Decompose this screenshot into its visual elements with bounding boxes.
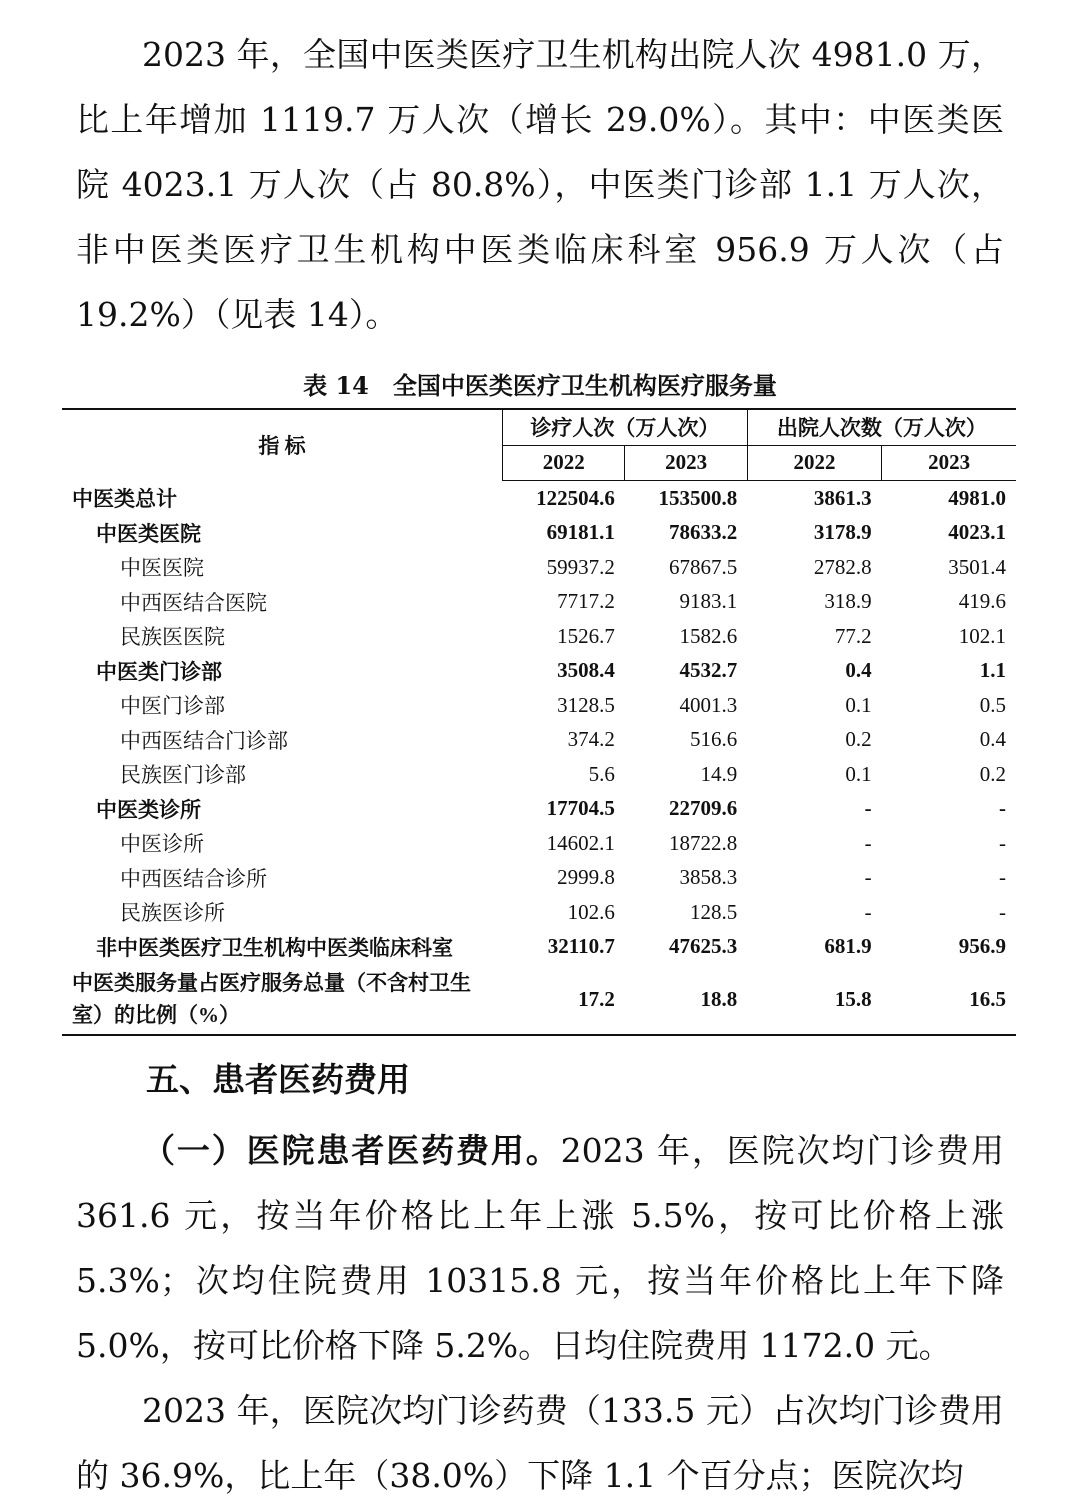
- cell-value: 22709.6: [669, 796, 738, 821]
- table-row: [62, 757, 1016, 792]
- cell-value: 0.4: [845, 658, 872, 683]
- cell-value: 2999.8: [557, 865, 615, 890]
- cell-value: 0.1: [845, 692, 872, 717]
- cell-value: 122504.6: [536, 485, 615, 510]
- col-indicator-header: 指 标: [62, 409, 503, 481]
- cell-value: 69181.1: [546, 520, 615, 545]
- cell-value: 17704.5: [546, 796, 615, 821]
- cell-value: 0.4: [979, 727, 1006, 752]
- table-row: [62, 619, 1016, 654]
- row-label: 中医诊所: [120, 832, 204, 857]
- cell-value: 3178.9: [813, 520, 872, 545]
- col-year: 2022: [503, 445, 625, 481]
- cell-value: 1582.6: [679, 623, 738, 648]
- row-label: 中西医结合门诊部: [120, 728, 288, 753]
- cell-value: 17.2: [503, 964, 625, 1035]
- cell-value: 32110.7: [547, 934, 615, 959]
- cell-value: 2782.8: [813, 554, 872, 579]
- cell-value: 1.1: [979, 658, 1006, 683]
- table-row: [62, 964, 1016, 1035]
- cell-value: 3501.4: [948, 554, 1006, 579]
- paragraph-hospital-costs: [76, 1118, 1004, 1378]
- cell-value: 516.6: [690, 727, 738, 752]
- table-row: [62, 723, 1016, 758]
- cell-value: 4981.0: [948, 485, 1006, 510]
- cell-value: -: [864, 899, 872, 924]
- table-row: [62, 688, 1016, 723]
- cell-value: 153500.8: [658, 485, 738, 510]
- cell-value: 102.6: [567, 899, 615, 924]
- cell-value: 419.6: [958, 589, 1006, 614]
- cell-value: 18722.8: [669, 830, 738, 855]
- paragraph-discharge-summary: 2023 年，全国中医类医疗卫生机构出院人次 4981.0 万，比上年增加 1119.7 万人次（增长 29.0%）。其中：中医类医院 4023.1 万人次（占 80.8%），中医类门诊部 1.1 万人次，非中医类医疗卫生机构中医类临床科室 956.9 万人次（占 19.2%）（见表 14）。: [76, 35, 1004, 334]
- cell-value: 59937.2: [546, 554, 615, 579]
- cell-value: 18.8: [625, 964, 747, 1035]
- cell-value: -: [864, 865, 872, 890]
- row-label: 中医医院: [120, 556, 204, 581]
- row-label: 民族医医院: [120, 625, 225, 650]
- cell-value: -: [864, 830, 872, 855]
- paragraph-drug-costs: 2023 年，医院次均门诊药费（133.5 元）占次均门诊费用的 36.9%，比上年（38.0%）下降 1.1 个百分点；医院次均: [76, 1391, 1004, 1495]
- cell-value: -: [999, 865, 1006, 890]
- cell-value: -: [999, 899, 1006, 924]
- cell-value: 4023.1: [948, 520, 1006, 545]
- service-volume-table: [62, 408, 1016, 1036]
- cell-value: 681.9: [824, 934, 872, 959]
- cell-value: 1526.7: [557, 623, 615, 648]
- paragraph-lead: （一）医院患者医药费用。: [142, 1131, 561, 1170]
- cell-value: 4532.7: [679, 658, 738, 683]
- row-label: 中医类诊所: [96, 797, 201, 822]
- table-row: [62, 550, 1016, 585]
- row-label: 中医类门诊部: [96, 659, 222, 684]
- cell-value: 128.5: [690, 899, 738, 924]
- row-label: 中西医结合诊所: [120, 866, 267, 891]
- cell-value: 3508.4: [557, 658, 615, 683]
- cell-value: 7717.2: [557, 589, 615, 614]
- cell-value: 0.1: [845, 761, 872, 786]
- table-row: [62, 654, 1016, 689]
- cell-value: 77.2: [834, 623, 872, 648]
- table-row: [62, 792, 1016, 827]
- col-year: 2022: [747, 445, 881, 481]
- table-row: [62, 930, 1016, 965]
- cell-value: 3128.5: [557, 692, 615, 717]
- row-label: 民族医诊所: [120, 901, 225, 926]
- cell-value: -: [864, 796, 872, 821]
- table-row: [62, 895, 1016, 930]
- cell-value: 5.6: [588, 761, 615, 786]
- cell-value: 0.2: [979, 761, 1006, 786]
- cell-value: 15.8: [747, 964, 881, 1035]
- table-row: [62, 481, 1016, 516]
- cell-value: 47625.3: [669, 934, 738, 959]
- table-row: [62, 861, 1016, 896]
- cell-value: -: [999, 796, 1006, 821]
- table-row: [62, 516, 1016, 551]
- col-group-visits: 诊疗人次（万人次）: [503, 409, 748, 445]
- col-year: 2023: [882, 445, 1016, 481]
- cell-value: 78633.2: [669, 520, 738, 545]
- cell-value: -: [999, 830, 1006, 855]
- cell-value: 14.9: [700, 761, 738, 786]
- cell-value: 956.9: [958, 934, 1006, 959]
- row-label: 中医门诊部: [120, 694, 225, 719]
- paragraph-body: 2023 年，医院次均门诊费用 361.6 元，按当年价格比上年上涨 5.5%，按可比价格上涨 5.3%；次均住院费用 10315.8 元，按当年价格比上年下降 5.0%，按可比价格下降 5.2%。日均住院费用 1172.0 元。: [76, 1131, 1004, 1365]
- row-label: 民族医门诊部: [120, 763, 246, 788]
- cell-value: 3861.3: [813, 485, 872, 510]
- row-label: 中医类服务量占医疗服务总量（不含村卫生室）的比例（%）: [62, 964, 503, 1035]
- cell-value: 67867.5: [669, 554, 738, 579]
- table-row: [62, 585, 1016, 620]
- section-heading: 五、患者医药费用: [146, 1060, 410, 1099]
- col-group-discharges: 出院人次数（万人次）: [747, 409, 1016, 445]
- table-caption: 表 14 全国中医类医疗卫生机构医疗服务量: [303, 371, 777, 400]
- cell-value: 3858.3: [679, 865, 738, 890]
- row-label: 中医类总计: [72, 487, 177, 511]
- row-label: 中西医结合医院: [120, 590, 267, 615]
- cell-value: 0.2: [845, 727, 872, 752]
- cell-value: 318.9: [824, 589, 872, 614]
- col-year: 2023: [625, 445, 747, 481]
- table-row: [62, 826, 1016, 861]
- cell-value: 14602.1: [546, 830, 615, 855]
- cell-value: 9183.1: [679, 589, 738, 614]
- cell-value: 16.5: [882, 964, 1016, 1035]
- cell-value: 0.5: [979, 692, 1006, 717]
- row-label: 中医类医院: [96, 521, 201, 546]
- cell-value: 102.1: [958, 623, 1006, 648]
- cell-value: 374.2: [567, 727, 615, 752]
- row-label: 非中医类医疗卫生机构中医类临床科室: [96, 935, 453, 960]
- cell-value: 4001.3: [679, 692, 738, 717]
